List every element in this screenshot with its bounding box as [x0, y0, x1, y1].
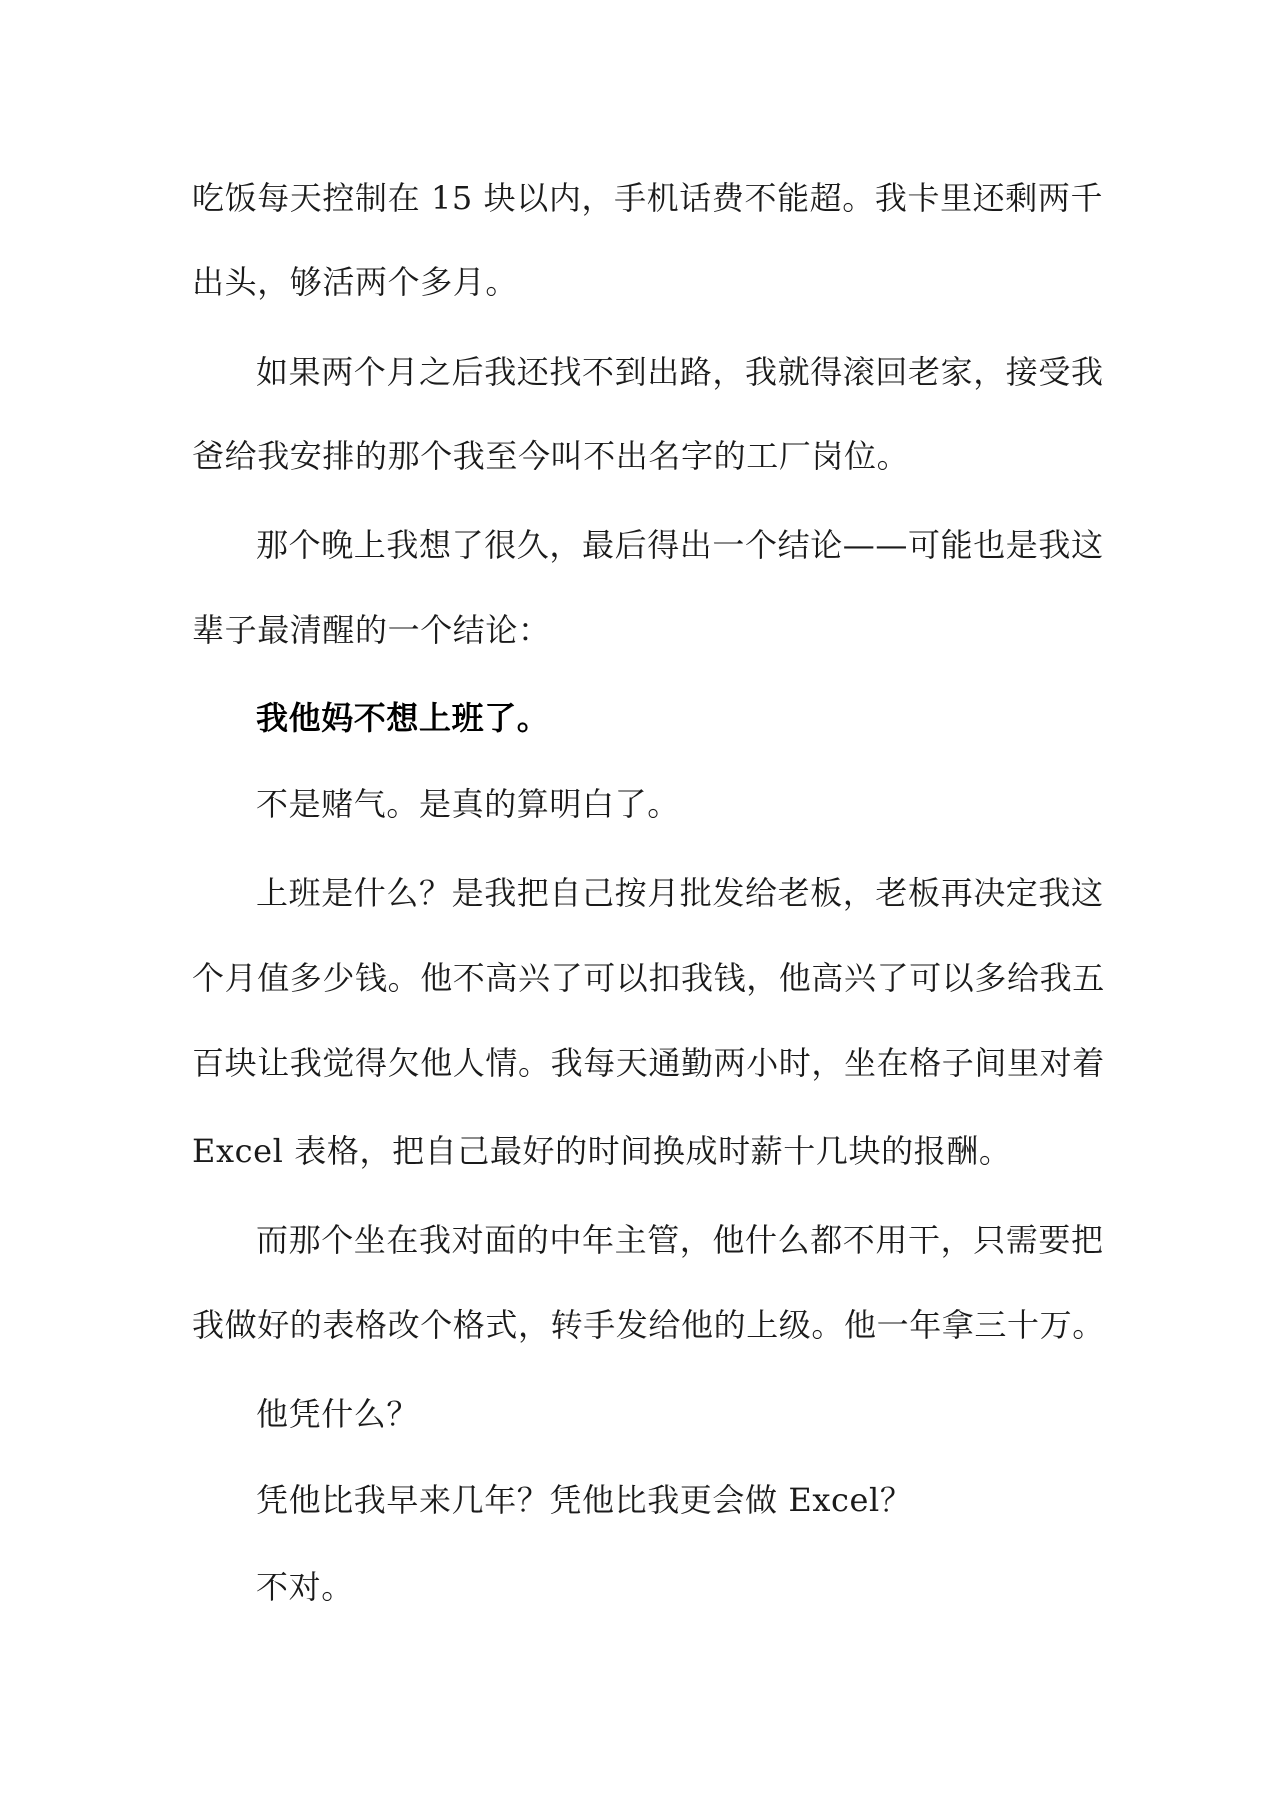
text-line: 那个晚上我想了很久，最后得出一个结论——可能也是我这 [256, 526, 1104, 564]
emphasis-line: 我他妈不想上班了。 [256, 699, 550, 737]
text-line: 他凭什么？ [256, 1395, 420, 1433]
text-line: 百块让我觉得欠他人情。我每天通勤两小时，坐在格子间里对着 [192, 1044, 1105, 1082]
text-line: 我做好的表格改个格式，转手发给他的上级。他一年拿三十万。 [192, 1306, 1105, 1344]
text-line: 不对。 [256, 1568, 354, 1606]
text-line: 爸给我安排的那个我至今叫不出名字的工厂岗位。 [192, 437, 910, 475]
text-line: 而那个坐在我对面的中年主管，他什么都不用干，只需要把 [256, 1221, 1104, 1259]
text-line: 辈子最清醒的一个结论： [192, 611, 551, 649]
text-line: 不是赌气。是真的算明白了。 [256, 785, 680, 823]
text-line: Excel 表格，把自己最好的时间换成时薪十几块的报酬。 [192, 1132, 1012, 1170]
text-line: 上班是什么？是我把自己按月批发给老板，老板再决定我这 [256, 874, 1104, 912]
text-line: 凭他比我早来几年？凭他比我更会做 Excel？ [256, 1481, 913, 1519]
text-line: 吃饭每天控制在 15 块以内，手机话费不能超。我卡里还剩两千 [192, 179, 1104, 217]
text-line: 如果两个月之后我还找不到出路，我就得滚回老家，接受我 [256, 353, 1104, 391]
text-line: 出头，够活两个多月。 [192, 263, 519, 301]
text-line: 个月值多少钱。他不高兴了可以扣我钱，他高兴了可以多给我五 [192, 959, 1105, 997]
